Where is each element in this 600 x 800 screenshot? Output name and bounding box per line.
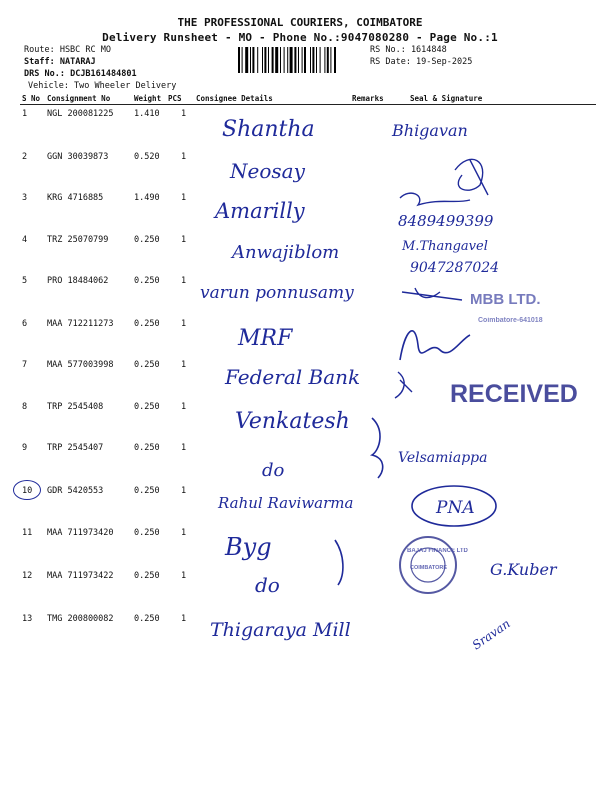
company-title: THE PROFESSIONAL COURIERS, COIMBATORE — [177, 16, 423, 29]
rs-date: RS Date: 19-Sep-2025 — [370, 57, 473, 67]
row-weight: 1.410 — [134, 109, 160, 119]
barcode-bar — [304, 47, 306, 73]
barcode-bar — [330, 47, 331, 73]
row-weight: 0.250 — [134, 319, 160, 329]
row-sno: 1 — [22, 109, 28, 119]
company-stamp-address: Coimbatore-641018 — [478, 317, 543, 324]
row-consignment-no: TRP 2545408 — [47, 402, 104, 412]
row-consignment-no: MAA 711973420 — [47, 528, 114, 538]
barcode-bar — [284, 47, 285, 73]
note-handwriting: PNA — [436, 498, 475, 518]
row-consignment-no: MAA 577003998 — [47, 360, 114, 370]
row-sno: 3 — [22, 193, 28, 203]
row-pcs: 1 — [181, 235, 187, 245]
barcode-bar — [320, 47, 321, 73]
signature-scribble — [400, 193, 470, 205]
row-consignment-no: GGN 30039873 — [47, 152, 109, 162]
row-sno: 5 — [22, 276, 28, 286]
row-weight: 1.490 — [134, 193, 160, 203]
round-stamp-inner — [410, 548, 448, 582]
row-sno: 8 — [22, 402, 28, 412]
name-handwriting: M.Thangavel — [402, 239, 488, 254]
phone-handwriting: 9047287024 — [410, 260, 500, 276]
column-header-remarks: Remarks — [352, 94, 384, 103]
barcode-bar — [294, 47, 296, 73]
barcode-bar — [264, 47, 266, 73]
row-consignment-no: MAA 712211273 — [47, 319, 114, 329]
barcode-bar — [287, 47, 288, 73]
row-consignment-no: KRG 4716885 — [47, 193, 104, 203]
row-weight: 0.520 — [134, 152, 160, 162]
signature-handwriting: Velsamiappa — [398, 450, 488, 466]
barcode-bar — [334, 47, 336, 73]
barcode-bar — [252, 47, 254, 73]
consignee-handwriting: Rahul Raviwarma — [218, 494, 354, 512]
row-pcs: 1 — [181, 152, 187, 162]
circle-mark — [412, 486, 496, 526]
signature-handwriting: Sravan — [469, 616, 513, 653]
row-weight: 0.250 — [134, 235, 160, 245]
drs-value: DCJB161484801 — [70, 69, 137, 79]
signature-scribble — [395, 372, 412, 398]
drs-info — [24, 69, 137, 79]
consignee-handwriting: Anwajiblom — [232, 242, 340, 263]
barcode-bar — [250, 47, 251, 73]
column-header-sno: S No — [22, 94, 41, 103]
row-sno: 7 — [22, 360, 28, 370]
row-weight: 0.250 — [134, 443, 160, 453]
column-header-consignment: Consignment No — [47, 94, 111, 103]
row-weight: 0.250 — [134, 276, 160, 286]
row-weight: 0.250 — [134, 614, 160, 624]
rs-number: RS No.: 1614848 — [370, 45, 447, 55]
phone-handwriting: 8489499399 — [398, 212, 494, 230]
sno-circle-mark — [13, 480, 41, 500]
column-header-consignee: Consignee Details — [196, 94, 273, 103]
row-sno: 11 — [22, 528, 33, 538]
staff-value: NATARAJ — [59, 57, 96, 67]
barcode-bar — [298, 47, 299, 73]
row-consignment-no: TRP 2545407 — [47, 443, 104, 453]
barcode-bar — [238, 47, 240, 73]
row-pcs: 1 — [181, 109, 187, 119]
barcode-bar — [312, 47, 314, 73]
row-weight: 0.250 — [134, 486, 160, 496]
row-pcs: 1 — [181, 443, 187, 453]
row-pcs: 1 — [181, 276, 187, 286]
barcode-bar — [324, 47, 325, 73]
column-header-pcs: PCS — [168, 94, 182, 103]
row-sno: 4 — [22, 235, 28, 245]
row-pcs: 1 — [181, 319, 187, 329]
row-sno: 2 — [22, 152, 28, 162]
row-consignment-no: TRZ 25070799 — [47, 235, 109, 245]
barcode-bar — [290, 47, 293, 73]
barcode-bar — [262, 47, 263, 73]
barcode-bar — [272, 47, 274, 73]
staff-label: Staff: — [24, 57, 55, 67]
company-stamp: MBB LTD. — [470, 291, 541, 308]
barcode-bar — [275, 47, 278, 73]
barcode-bar — [257, 47, 258, 73]
row-weight: 0.250 — [134, 360, 160, 370]
brace-mark — [335, 540, 343, 585]
row-sno: 9 — [22, 443, 28, 453]
row-weight: 0.250 — [134, 402, 160, 412]
row-weight: 0.250 — [134, 528, 160, 538]
consignee-handwriting: Venkatesh — [235, 409, 350, 434]
row-consignment-no: TMG 200800082 — [47, 614, 114, 624]
consignee-handwriting: Federal Bank — [225, 365, 361, 389]
row-consignment-no: GDR 5420553 — [47, 486, 104, 496]
row-pcs: 1 — [181, 486, 187, 496]
received-stamp: RECEIVED — [450, 380, 578, 408]
row-pcs: 1 — [181, 571, 187, 581]
barcode-bar — [310, 47, 311, 73]
consignee-handwriting: Shantha — [222, 117, 315, 142]
staff-info — [24, 57, 96, 67]
consignee-handwriting: Neosay — [230, 159, 305, 183]
row-pcs: 1 — [181, 193, 187, 203]
barcode-bar — [327, 47, 329, 73]
brace-mark — [372, 418, 383, 478]
consignee-handwriting: Byg — [225, 533, 272, 561]
barcode-bar — [302, 47, 303, 73]
signature-scribble — [400, 331, 470, 360]
row-sno: 13 — [22, 614, 33, 624]
column-header-weight: Weight — [134, 94, 162, 103]
signature-handwriting: Bhigavan — [392, 121, 468, 140]
barcode-bar — [280, 47, 281, 73]
barcode-bar — [268, 47, 269, 73]
signature-handwriting: G.Kuber — [490, 560, 557, 579]
drs-label: DRS No.: — [24, 69, 65, 79]
consignee-handwriting: Amarilly — [215, 199, 305, 223]
row-weight: 0.250 — [134, 571, 160, 581]
consignee-handwriting: do — [262, 460, 285, 481]
round-stamp — [400, 537, 456, 593]
row-sno: 10 — [22, 486, 33, 496]
row-consignment-no: PRO 18484062 — [47, 276, 109, 286]
round-stamp-city: COIMBATORE — [410, 565, 448, 571]
vehicle-info: Vehicle: Two Wheeler Delivery — [28, 81, 177, 91]
runsheet-subtitle: Delivery Runsheet - MO - Phone No.:9047080280 - Page No.:1 — [102, 31, 498, 44]
column-header-seal: Seal & Signature — [410, 94, 483, 103]
consignee-handwriting: do — [255, 573, 280, 597]
consignee-handwriting: MRF — [238, 326, 293, 351]
consignee-handwriting: varun ponnusamy — [200, 283, 354, 303]
signature-scribble — [402, 288, 462, 300]
route-info: Route: HSBC RC MO — [24, 45, 111, 55]
row-pcs: 1 — [181, 614, 187, 624]
signature-scribble — [455, 159, 488, 195]
row-consignment-no: NGL 200081225 — [47, 109, 114, 119]
row-sno: 12 — [22, 571, 33, 581]
barcode-bar — [242, 47, 243, 73]
row-sno: 6 — [22, 319, 28, 329]
round-stamp-text: BAJAJ FINANCE LTD — [407, 548, 468, 554]
barcode — [238, 47, 366, 73]
row-pcs: 1 — [181, 402, 187, 412]
row-consignment-no: MAA 711973422 — [47, 571, 114, 581]
barcode-bar — [316, 47, 317, 73]
header-rule — [20, 104, 596, 105]
row-pcs: 1 — [181, 360, 187, 370]
row-pcs: 1 — [181, 528, 187, 538]
consignee-handwriting: Thigaraya Mill — [210, 619, 351, 641]
barcode-bar — [245, 47, 248, 73]
